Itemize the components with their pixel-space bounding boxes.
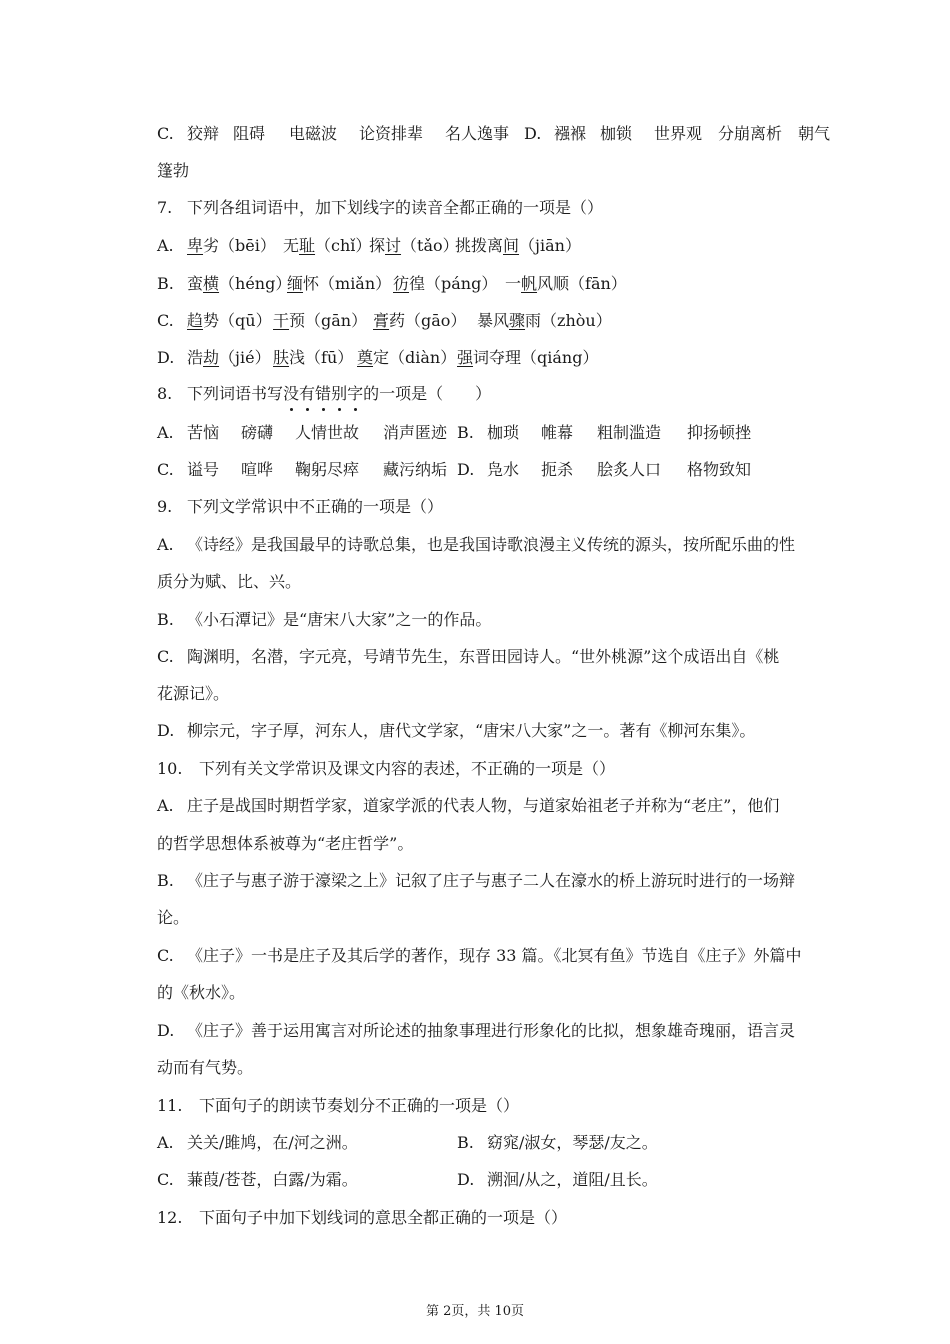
dotted-char: 字 — [347, 384, 364, 403]
q9-option-a: A. 《诗经》是我国最早的诗歌总集，也是我国诗歌浪漫主义传统的源头，按所配乐曲的性 — [157, 535, 796, 554]
q7-option-d: D. 浩劫（jié） 肤浅（fū） 奠定（diàn）强词夺理（qiáng） — [157, 348, 599, 367]
q6-option-d-continuation: 篷勃 — [157, 161, 190, 180]
q7-a-item: 挑拨离间（jiān） — [455, 236, 581, 255]
page-footer: 第 2页，共 10页 — [425, 1304, 525, 1319]
q7-option-c: C. 趋势（qū）干预（gān） 膏药（gāo） 暴风骤雨（zhòu） — [157, 311, 612, 330]
dotted-char: 错 — [315, 384, 332, 403]
q10-option-c: C. 《庄子》一书是庄子及其后学的著作，现存 33 篇。《北冥有鱼》节选自《庄子》外篇中 — [157, 946, 802, 965]
q7-a-item: 无耻（chǐ） — [283, 236, 372, 255]
q9-option-c-continuation: 花源记》。 — [157, 684, 230, 703]
q7-c-item: 趋势（qū） — [187, 311, 272, 330]
q10-stem: 10. 下列有关文学常识及课文内容的表述，不正确的一项是（） — [157, 759, 616, 778]
q7-a-item: 探讨（tǎo） — [369, 236, 459, 255]
q7-c-item: 干预（gān） — [273, 311, 368, 330]
q10-option-b-continuation: 论。 — [157, 908, 190, 927]
q11-option-b: B. 窈窕/淑女，琴瑟/友之。 — [457, 1133, 658, 1152]
q8-option-a: A. 苦恼 磅礴 人情世故 消声匿迹 — [157, 423, 448, 442]
q7-option-a: A. 卑劣（bēi） 无耻（chǐ）探讨（tǎo）挑拨离间（jiān） — [157, 236, 581, 255]
q7-stem: 7. 下列各组词语中，加下划线字的读音全都正确的一项是（） — [157, 198, 604, 217]
q8-stem: 8. 下列词语书写没有错别字的一项是（ ） — [157, 384, 492, 403]
dotted-char: 别 — [331, 384, 348, 403]
q9-option-c: C. 陶渊明，名潜，字元亮，号靖节先生，东晋田园诗人。“世外桃源”这个成语出自《桃 — [157, 647, 780, 666]
q8-option-c: C. 谥号 喧哗 鞠躬尽瘁 藏污纳垢 — [157, 460, 448, 479]
q7-d-item: 奠定（diàn） — [357, 348, 457, 367]
q10-option-d-continuation: 动而有气势。 — [157, 1058, 254, 1077]
q7-a-item: 卑劣（bēi） — [187, 236, 276, 255]
q7-b-item: 缅怀（miǎn） — [287, 274, 392, 293]
dotted-char: 有 — [299, 384, 316, 403]
q7-option-b: B. 蛮横（héng）缅怀（miǎn） 彷徨（páng） 一帆风顺（fān） — [157, 274, 627, 293]
q12-stem: 12. 下面句子中加下划线词的意思全都正确的一项是（） — [157, 1208, 568, 1227]
q7-b-item: 彷徨（páng） — [393, 274, 498, 293]
dotted-char: 没 — [283, 384, 300, 403]
q9-option-a-continuation: 质分为赋、比、兴。 — [157, 572, 302, 591]
q7-d-item: 浩劫（jié） — [187, 348, 271, 367]
q7-d-item: 肤浅（fū） — [273, 348, 354, 367]
q10-option-a: A. 庄子是战国时期哲学家，道家学派的代表人物，与道家始祖老子并称为“老庄”，他们 — [157, 796, 780, 815]
q10-option-a-continuation: 的哲学思想体系被尊为“老庄哲学”。 — [157, 834, 414, 853]
q10-option-c-continuation: 的《秋水》。 — [157, 983, 246, 1002]
q6-option-d: D. 襁褓 枷锁 世界观 分崩离析 朝气 — [524, 124, 831, 143]
q8-option-b: B. 枷琐 帷幕 粗制滥造 抑扬顿挫 — [457, 423, 752, 442]
q6-option-c: C. 狡辩 阻碍 电磁波 论资排辈 名人逸事 — [157, 124, 510, 143]
q10-option-d: D. 《庄子》善于运用寓言对所论述的抽象事理进行形象化的比拟，想象雄奇瑰丽，语言灵 — [157, 1021, 796, 1040]
q11-option-c: C. 蒹葭/苍苍，白露/为霜。 — [157, 1170, 358, 1189]
q8-option-d: D. 凫水 扼杀 脍炙人口 格物致知 — [457, 460, 752, 479]
q9-stem: 9. 下列文学常识中不正确的一项是（） — [157, 497, 444, 516]
q11-option-d: D. 溯洄/从之，道阻/且长。 — [457, 1170, 658, 1189]
q11-option-a: A. 关关/雎鸠，在/河之洲。 — [157, 1133, 358, 1152]
q10-option-b: B. 《庄子与惠子游于濠梁之上》记叙了庄子与惠子二人在濠水的桥上游玩时进行的一场辩 — [157, 871, 796, 890]
q7-c-item: 膏药（gāo） — [373, 311, 467, 330]
q11-stem: 11. 下面句子的朗读节奏划分不正确的一项是（） — [157, 1096, 520, 1115]
q7-c-item: 暴风骤雨（zhòu） — [477, 311, 612, 330]
q7-d-item: 强词夺理（qiáng） — [457, 348, 599, 367]
q7-b-item: 一帆风顺（fān） — [505, 274, 627, 293]
q7-b-item: 蛮横（héng） — [187, 274, 292, 293]
q9-option-b: B. 《小石潭记》是“唐宋八大家”之一的作品。 — [157, 610, 492, 629]
q9-option-d: D. 柳宗元，字子厚，河东人，唐代文学家，“唐宋八大家”之一。著有《柳河东集》。 — [157, 721, 756, 740]
